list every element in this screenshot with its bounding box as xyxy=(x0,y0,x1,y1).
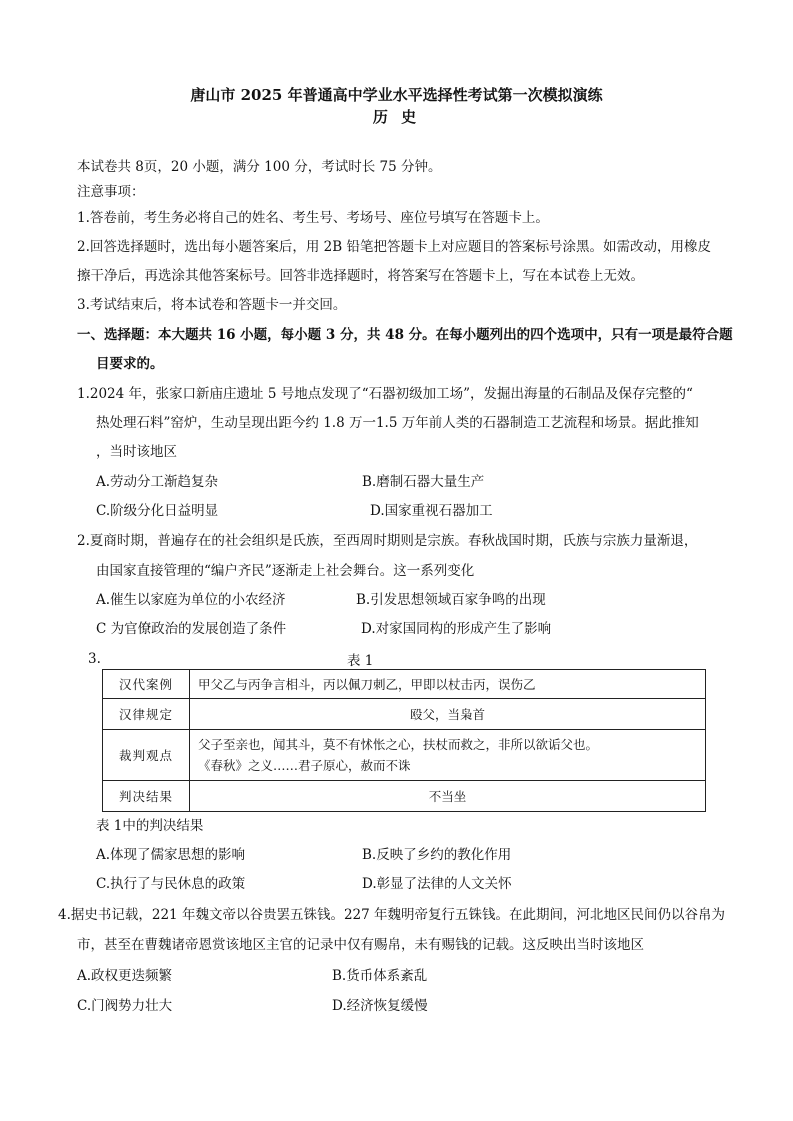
table-row xyxy=(103,730,706,781)
q4-option-b: B.货币体系紊乱 xyxy=(332,968,428,984)
subject-title: 历 史 xyxy=(372,108,421,126)
row-label: 汉律规定 xyxy=(103,699,190,730)
q1-option-c: C.阶级分化日益明显 xyxy=(96,503,219,519)
q2-stem-line-1: 2.夏商时期，普遍存在的社会组织是氏族，至西周时期则是宗族。春秋战国时期，氏族与宗族力量渐退， xyxy=(77,533,698,549)
q4-option-c: C.门阀势力壮大 xyxy=(77,998,173,1014)
q4-stem-line-2: 市，甚至在曹魏诸帝恩赏该地区主官的记录中仅有赐帛，未有赐钱的记载。这反映出当时该地区 xyxy=(77,937,644,953)
q1-option-a: A.劳动分工渐趋复杂 xyxy=(96,474,219,490)
section-1-heading-line-1: 一、选择题：本大题共 16 小题，每小题 3 分，共 48 分。在每小题列出的四个选项中，只有一项是最符合题 xyxy=(77,327,733,343)
row-label: 汉代案例 xyxy=(103,670,190,699)
q4-option-d: D.经济恢复缓慢 xyxy=(332,998,428,1014)
q1-option-d: D.国家重视石器加工 xyxy=(370,503,493,519)
q2-stem-line-2: 由国家直接管理的“编户齐民”逐渐走上社会舞台。这一系列变化 xyxy=(96,563,475,579)
q4-option-a: A.政权更迭频繁 xyxy=(77,968,173,984)
exam-summary: 本试卷共 8页，20 小题，满分 100 分，考试时长 75 分钟。 xyxy=(77,159,442,175)
q3-option-d: D.彰显了法律的人文关怀 xyxy=(362,876,512,892)
row-content: 殴父，当枭首 xyxy=(190,699,706,730)
row-content: 甲父乙与丙争言相斗，丙以佩刀刺乙，甲即以杖击丙，误伤乙 xyxy=(190,670,706,699)
row-content-line-2: 《春秋》之义……君子原心，赦而不诛 xyxy=(198,758,411,773)
notes-heading: 注意事项： xyxy=(77,184,145,200)
q4-stem-line-1: 4.据史书记载，221 年魏文帝以谷贵罢五铢钱。227 年魏明帝复行五铢钱。在此期间，河北地区民间仍以谷帛为 xyxy=(58,907,725,923)
exam-title: 唐山市 2025 年普通高中学业水平选择性考试第一次模拟演练 xyxy=(190,86,603,104)
row-content xyxy=(190,730,706,781)
note-1: 1.答卷前，考生务必将自己的姓名、考生号、考场号、座位号填写在答题卡上。 xyxy=(77,210,549,226)
q1-stem-line-3: ，当时该地区 xyxy=(96,444,177,460)
q3-option-b: B.反映了乡约的教化作用 xyxy=(362,847,512,863)
note-3: 3.考试结束后，将本试卷和答题卡一并交回。 xyxy=(77,297,347,313)
row-label: 判决结果 xyxy=(103,781,190,812)
q3-option-c: C.执行了与民休息的政策 xyxy=(96,876,246,892)
q2-option-c: C 为官僚政治的发展创造了条件 xyxy=(96,621,287,637)
note-2-line-1: 2.回答选择题时，选出每小题答案后，用 2B 铅笔把答题卡上对应题目的答案标号涂黑。如需改动，用橡皮 xyxy=(77,239,711,255)
q1-option-b: B.磨制石器大量生产 xyxy=(362,474,485,490)
q1-stem-line-1: 1.2024 年，张家口新庙庄遗址 5 号地点发现了“石器初级加工场”，发掘出海量的石制品及保存完整的“ xyxy=(77,386,693,402)
section-1-heading-line-2: 目要求的。 xyxy=(96,356,164,372)
table-row xyxy=(103,781,706,812)
q2-option-a: A.催生以家庭为单位的小农经济 xyxy=(96,592,286,608)
note-2-line-2: 擦干净后，再选涂其他答案标号。回答非选择题时，将答案写在答题卡上，写在本试卷上无效。 xyxy=(77,268,644,284)
table-row xyxy=(103,670,706,699)
q3-number: 3. xyxy=(88,651,101,667)
q2-option-b: B.引发思想领域百家争鸣的出现 xyxy=(356,592,546,608)
row-content: 不当坐 xyxy=(190,781,706,812)
table-1-caption: 表 1 xyxy=(347,653,374,669)
q3-stem: 表 1中的判决结果 xyxy=(96,818,204,834)
q1-stem-line-2: 热处理石料”窑炉，生动呈现出距今约 1.8 万一1.5 万年前人类的石器制造工艺流程和场景。据此推知 xyxy=(96,415,699,431)
table-row xyxy=(103,699,706,730)
row-content-line-1: 父子至亲也，闻其斗，莫不有怵怅之心，扶杖而救之，非所以欲诟父也。 xyxy=(198,737,599,752)
row-label: 裁判观点 xyxy=(103,730,190,781)
q3-option-a: A.体现了儒家思想的影响 xyxy=(96,847,246,863)
q2-option-d: D.对家国同构的形成产生了影响 xyxy=(361,621,552,637)
case-table xyxy=(102,669,706,812)
